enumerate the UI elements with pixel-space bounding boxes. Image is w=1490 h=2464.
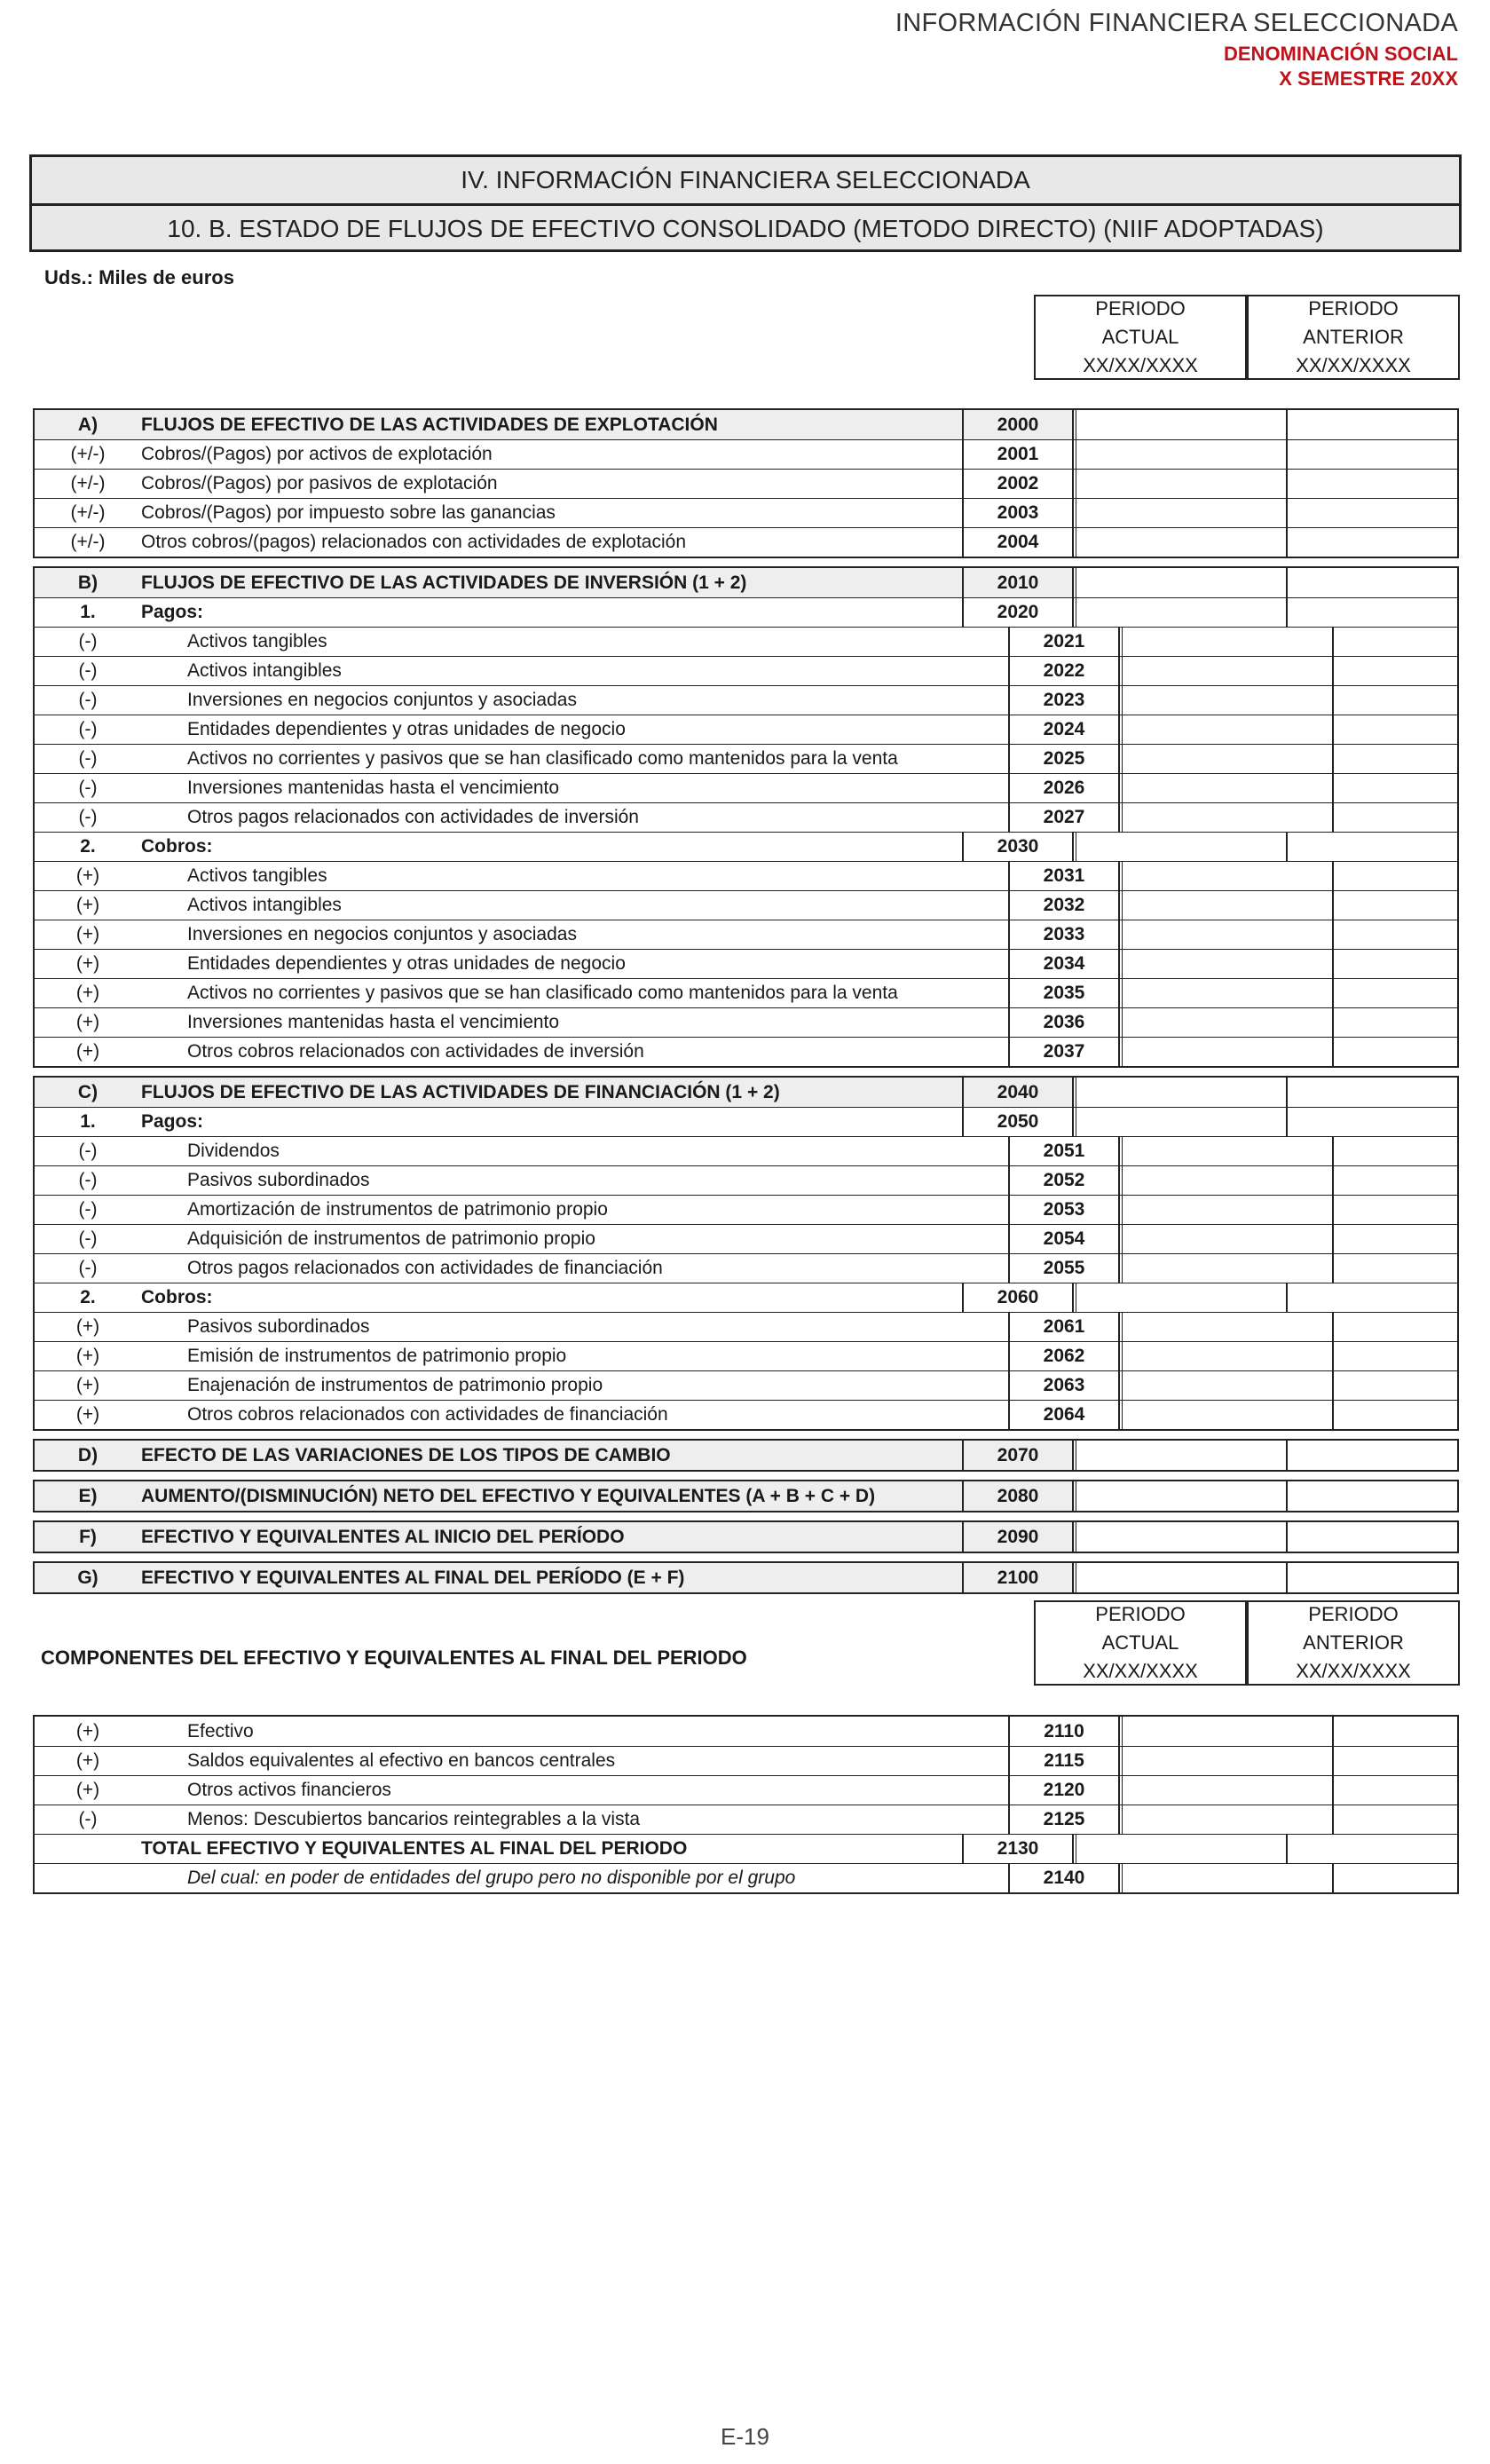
row-description: Otros cobros relacionados con actividades de inversión <box>187 1041 644 1062</box>
value-previous-cell[interactable] <box>1288 1078 1457 1107</box>
table-row <box>35 1165 1457 1195</box>
value-current-cell[interactable] <box>1122 1038 1334 1066</box>
row-code: 2002 <box>962 470 1074 498</box>
row-sign: (+) <box>75 895 100 915</box>
value-current-cell[interactable] <box>1076 1835 1288 1863</box>
row-description: Enajenación de instrumentos de patrimonio propio <box>187 1375 603 1395</box>
row-code: 2110 <box>1008 1717 1120 1746</box>
value-current-cell[interactable] <box>1076 1481 1288 1511</box>
row-sign: (+) <box>75 1404 100 1425</box>
table-row <box>35 861 1457 890</box>
row-sign: (-) <box>78 748 98 769</box>
row-description: Pasivos subordinados <box>187 1316 370 1337</box>
row-code: 2063 <box>1008 1371 1120 1400</box>
row-code: 2080 <box>962 1481 1074 1511</box>
value-previous-cell[interactable] <box>1334 1038 1457 1066</box>
row-sign: (-) <box>78 1141 98 1161</box>
table-row <box>35 1441 1457 1470</box>
table-row <box>35 527 1457 557</box>
value-current-cell[interactable] <box>1122 1342 1334 1370</box>
row-code: 2055 <box>1008 1254 1120 1283</box>
table-row <box>35 1805 1457 1834</box>
value-previous-cell[interactable] <box>1288 1563 1457 1592</box>
row-code: 2053 <box>1008 1196 1120 1224</box>
row-sign: 1. <box>80 1111 96 1132</box>
value-current-cell[interactable] <box>1122 1371 1334 1400</box>
row-sign: (-) <box>78 690 98 710</box>
value-current-cell[interactable] <box>1122 920 1334 949</box>
row-code: 2070 <box>962 1441 1074 1470</box>
row-code: 2020 <box>962 598 1074 627</box>
row-description: Inversiones mantenidas hasta el vencimiento <box>187 778 560 798</box>
row-code: 2036 <box>1008 1008 1120 1037</box>
row-sign: (-) <box>78 1258 98 1278</box>
row-description: Activos no corrientes y pasivos que se han clasificado como mantenidos para la venta <box>187 983 898 1003</box>
row-code: 2026 <box>1008 774 1120 802</box>
table-row <box>35 1834 1457 1863</box>
row-code: 2100 <box>962 1563 1074 1592</box>
row-sign <box>35 1835 141 1863</box>
table-group <box>33 1480 1459 1512</box>
col-head-current-line: PERIODO <box>1095 1603 1186 1625</box>
row-code: 2115 <box>1008 1747 1120 1775</box>
header-semester: X SEMESTRE 20XX <box>1279 67 1458 90</box>
row-code: 2031 <box>1008 862 1120 890</box>
value-previous-cell[interactable] <box>1334 950 1457 978</box>
table-row <box>35 568 1457 597</box>
col-head-previous-line: XX/XX/XXXX <box>1296 1660 1411 1682</box>
value-current-cell[interactable] <box>1122 979 1334 1007</box>
components-title: COMPONENTES DEL EFECTIVO Y EQUIVALENTES AL FINAL DEL PERIODO <box>41 1647 747 1669</box>
value-previous-cell[interactable] <box>1334 1137 1457 1165</box>
row-code: 2034 <box>1008 950 1120 978</box>
row-description: Amortización de instrumentos de patrimonio propio <box>187 1199 608 1220</box>
row-sign: (+) <box>75 1750 100 1771</box>
value-current-cell[interactable] <box>1122 950 1334 978</box>
value-previous-cell[interactable] <box>1334 1401 1457 1429</box>
table-row <box>35 597 1457 627</box>
value-current-cell[interactable] <box>1076 470 1288 498</box>
value-previous-cell[interactable] <box>1288 470 1457 498</box>
value-current-cell[interactable] <box>1122 1401 1334 1429</box>
row-description: Inversiones en negocios conjuntos y asociadas <box>187 690 577 710</box>
col-head-current-line: XX/XX/XXXX <box>1083 1660 1198 1682</box>
table-row <box>35 498 1457 527</box>
table-row <box>35 1563 1457 1592</box>
value-current-cell[interactable] <box>1122 745 1334 773</box>
row-description: Activos intangibles <box>187 660 342 681</box>
table-row <box>35 685 1457 715</box>
row-code: 2062 <box>1008 1342 1120 1370</box>
row-description: FLUJOS DE EFECTIVO DE LAS ACTIVIDADES DE FINANCIACIÓN (1 + 2) <box>141 1081 780 1102</box>
row-sign: (+) <box>75 865 100 886</box>
row-sign: F) <box>79 1526 97 1547</box>
row-description: Dividendos <box>187 1141 280 1161</box>
row-sign: (+) <box>75 983 100 1003</box>
value-current-cell[interactable] <box>1076 1283 1288 1312</box>
row-code: 2003 <box>962 499 1074 527</box>
value-current-cell[interactable] <box>1122 1776 1334 1805</box>
row-description: Entidades dependientes y otras unidades de negocio <box>187 719 626 739</box>
col-head-current-2 <box>1034 1600 1247 1686</box>
table-row <box>35 715 1457 744</box>
value-previous-cell[interactable] <box>1288 568 1457 597</box>
row-code: 2125 <box>1008 1805 1120 1834</box>
value-previous-cell[interactable] <box>1288 833 1457 861</box>
value-current-cell[interactable] <box>1122 1196 1334 1224</box>
row-code: 2010 <box>962 568 1074 597</box>
row-code: 2051 <box>1008 1137 1120 1165</box>
table-row <box>35 439 1457 469</box>
table-row <box>35 1481 1457 1511</box>
value-previous-cell[interactable] <box>1288 440 1457 469</box>
row-description: EFECTIVO Y EQUIVALENTES AL FINAL DEL PERÍODO (E + F) <box>141 1567 685 1588</box>
row-description: Pasivos subordinados <box>187 1170 370 1190</box>
col-head-current-line: XX/XX/XXXX <box>1083 354 1198 376</box>
value-previous-cell[interactable] <box>1334 715 1457 744</box>
table-row <box>35 1078 1457 1107</box>
value-current-cell[interactable] <box>1076 568 1288 597</box>
row-description: Activos tangibles <box>187 631 327 652</box>
row-sign: D) <box>77 1444 99 1465</box>
value-current-cell[interactable] <box>1122 891 1334 920</box>
value-previous-cell[interactable] <box>1334 891 1457 920</box>
value-previous-cell[interactable] <box>1288 1835 1457 1863</box>
row-description: Otros activos financieros <box>187 1780 391 1800</box>
row-sign: B) <box>77 572 99 593</box>
row-sign: (+) <box>75 1316 100 1337</box>
row-sign: (+/-) <box>70 473 106 494</box>
row-code: 2023 <box>1008 686 1120 715</box>
value-current-cell[interactable] <box>1076 1108 1288 1136</box>
row-sign: (-) <box>78 1228 98 1249</box>
table-row <box>35 1746 1457 1775</box>
col-head-current-line: ACTUAL <box>1101 326 1179 348</box>
row-description: Cobros: <box>141 1287 213 1307</box>
col-head-previous-line: ANTERIOR <box>1303 326 1404 348</box>
row-code: 2032 <box>1008 891 1120 920</box>
row-description: Pagos: <box>141 602 204 622</box>
value-previous-cell[interactable] <box>1334 1166 1457 1195</box>
row-sign: (-) <box>78 660 98 681</box>
table-row <box>35 773 1457 802</box>
value-previous-cell[interactable] <box>1288 528 1457 557</box>
row-sign: (+) <box>75 1720 100 1741</box>
row-sign: E) <box>78 1485 98 1506</box>
value-previous-cell[interactable] <box>1334 1805 1457 1834</box>
row-description: EFECTIVO Y EQUIVALENTES AL INICIO DEL PERÍODO <box>141 1526 625 1547</box>
row-code: 2052 <box>1008 1166 1120 1195</box>
row-sign: (-) <box>78 1809 98 1829</box>
components-table <box>33 1715 1459 1902</box>
value-previous-cell[interactable] <box>1334 657 1457 685</box>
table-row <box>35 1224 1457 1253</box>
row-sign: (+/-) <box>70 532 106 552</box>
value-previous-cell[interactable] <box>1288 1522 1457 1552</box>
table-group <box>33 1520 1459 1553</box>
row-description: Otros pagos relacionados con actividades de inversión <box>187 807 639 827</box>
row-code: 2061 <box>1008 1313 1120 1341</box>
table-group <box>33 408 1459 558</box>
value-current-cell[interactable] <box>1122 862 1334 890</box>
col-head-previous-line: PERIODO <box>1308 297 1399 320</box>
table-group <box>33 1715 1459 1894</box>
row-code: 2050 <box>962 1108 1074 1136</box>
row-code: 2140 <box>1008 1864 1120 1892</box>
row-sign: (-) <box>78 1170 98 1190</box>
row-description: Cobros: <box>141 836 213 857</box>
value-previous-cell[interactable] <box>1334 774 1457 802</box>
value-previous-cell[interactable] <box>1334 1776 1457 1805</box>
table-row <box>35 1341 1457 1370</box>
table-row <box>35 1283 1457 1312</box>
row-description: Emisión de instrumentos de patrimonio propio <box>187 1346 567 1366</box>
row-sign: (+) <box>75 924 100 944</box>
header-title: INFORMACIÓN FINANCIERA SELECCIONADA <box>895 9 1458 37</box>
value-previous-cell[interactable] <box>1334 745 1457 773</box>
value-previous-cell[interactable] <box>1334 1342 1457 1370</box>
row-sign: (+) <box>75 1375 100 1395</box>
table-row <box>35 802 1457 832</box>
title-box <box>29 154 1462 252</box>
value-previous-cell[interactable] <box>1288 1108 1457 1136</box>
value-previous-cell[interactable] <box>1288 598 1457 627</box>
row-sign: (-) <box>78 1199 98 1220</box>
col-head-previous-line: XX/XX/XXXX <box>1296 354 1411 376</box>
row-description: TOTAL EFECTIVO Y EQUIVALENTES AL FINAL DEL PERIODO <box>141 1838 688 1859</box>
value-current-cell[interactable] <box>1076 528 1288 557</box>
table-row <box>35 1717 1457 1746</box>
value-current-cell[interactable] <box>1122 1225 1334 1253</box>
row-description: Inversiones mantenidas hasta el vencimiento <box>187 1012 560 1032</box>
table-group <box>33 1439 1459 1472</box>
row-sign <box>35 1864 141 1892</box>
value-current-cell[interactable] <box>1122 1137 1334 1165</box>
row-code: 2027 <box>1008 803 1120 832</box>
value-previous-cell[interactable] <box>1334 1225 1457 1253</box>
row-description: EFECTO DE LAS VARIACIONES DE LOS TIPOS DE CAMBIO <box>141 1444 671 1465</box>
value-current-cell[interactable] <box>1076 1522 1288 1552</box>
value-current-cell[interactable] <box>1122 657 1334 685</box>
table-group <box>33 1076 1459 1431</box>
row-code: 2054 <box>1008 1225 1120 1253</box>
row-code: 2035 <box>1008 979 1120 1007</box>
row-sign: 2. <box>80 1287 96 1307</box>
value-current-cell[interactable] <box>1076 440 1288 469</box>
value-current-cell[interactable] <box>1122 686 1334 715</box>
row-sign: (+) <box>75 1346 100 1366</box>
table-row <box>35 949 1457 978</box>
row-sign: (-) <box>78 631 98 652</box>
row-description: FLUJOS DE EFECTIVO DE LAS ACTIVIDADES DE EXPLOTACIÓN <box>141 414 718 435</box>
value-previous-cell[interactable] <box>1334 862 1457 890</box>
row-sign: 2. <box>80 836 96 857</box>
value-current-cell[interactable] <box>1076 833 1288 861</box>
table-row <box>35 656 1457 685</box>
header-company: DENOMINACIÓN SOCIAL <box>1224 43 1458 65</box>
row-description: Adquisición de instrumentos de patrimonio propio <box>187 1228 595 1249</box>
row-description: Cobros/(Pagos) por impuesto sobre las ganancias <box>141 502 556 523</box>
row-description: Otros cobros/(pagos) relacionados con actividades de explotación <box>141 532 687 552</box>
table-row <box>35 978 1457 1007</box>
value-previous-cell[interactable] <box>1288 499 1457 527</box>
value-previous-cell[interactable] <box>1334 628 1457 656</box>
row-code: 2064 <box>1008 1401 1120 1429</box>
col-head-previous-line: ANTERIOR <box>1303 1631 1404 1654</box>
cash-flow-table <box>33 408 1459 1602</box>
table-row <box>35 627 1457 656</box>
row-code: 2033 <box>1008 920 1120 949</box>
table-row <box>35 832 1457 861</box>
row-code: 2040 <box>962 1078 1074 1107</box>
row-code: 2090 <box>962 1522 1074 1552</box>
value-previous-cell[interactable] <box>1334 1008 1457 1037</box>
row-description: Activos tangibles <box>187 865 327 886</box>
value-current-cell[interactable] <box>1122 715 1334 744</box>
col-head-current-line: ACTUAL <box>1101 1631 1179 1654</box>
row-code: 2060 <box>962 1283 1074 1312</box>
value-current-cell[interactable] <box>1076 1078 1288 1107</box>
value-current-cell[interactable] <box>1122 1747 1334 1775</box>
value-previous-cell[interactable] <box>1334 803 1457 832</box>
value-current-cell[interactable] <box>1122 803 1334 832</box>
value-previous-cell[interactable] <box>1288 410 1457 439</box>
row-sign: A) <box>77 414 99 435</box>
row-sign: (+) <box>75 1041 100 1062</box>
table-row <box>35 920 1457 949</box>
value-current-cell[interactable] <box>1076 1441 1288 1470</box>
row-code: 2037 <box>1008 1038 1120 1066</box>
row-description: Saldos equivalentes al efectivo en bancos centrales <box>187 1750 616 1771</box>
row-description: Otros cobros relacionados con actividades de financiación <box>187 1404 668 1425</box>
value-current-cell[interactable] <box>1122 1166 1334 1195</box>
section-title: IV. INFORMACIÓN FINANCIERA SELECCIONADA <box>32 157 1459 206</box>
table-row <box>35 1107 1457 1136</box>
value-previous-cell[interactable] <box>1334 920 1457 949</box>
col-head-previous <box>1247 295 1460 380</box>
row-sign: (+) <box>75 1780 100 1800</box>
row-sign: (-) <box>78 778 98 798</box>
row-description: Menos: Descubiertos bancarios reintegrables a la vista <box>187 1809 641 1829</box>
row-sign: (+/-) <box>70 444 106 464</box>
row-sign: (+/-) <box>70 502 106 523</box>
row-sign: (-) <box>78 719 98 739</box>
row-description: Inversiones en negocios conjuntos y asociadas <box>187 924 577 944</box>
value-current-cell[interactable] <box>1076 499 1288 527</box>
value-previous-cell[interactable] <box>1334 686 1457 715</box>
table-row <box>35 1195 1457 1224</box>
value-current-cell[interactable] <box>1122 1254 1334 1283</box>
table-row <box>35 1775 1457 1805</box>
value-previous-cell[interactable] <box>1334 1254 1457 1283</box>
value-previous-cell[interactable] <box>1288 1481 1457 1511</box>
units-label: Uds.: Miles de euros <box>44 266 234 288</box>
table-row <box>35 410 1457 439</box>
value-current-cell[interactable] <box>1122 1717 1334 1746</box>
table-row <box>35 1522 1457 1552</box>
row-description: Pagos: <box>141 1111 204 1132</box>
table-row <box>35 1863 1457 1892</box>
row-description: FLUJOS DE EFECTIVO DE LAS ACTIVIDADES DE INVERSIÓN (1 + 2) <box>141 572 747 593</box>
table-row <box>35 890 1457 920</box>
page-number: E-19 <box>721 2423 769 2450</box>
table-row <box>35 1136 1457 1165</box>
row-code: 2024 <box>1008 715 1120 744</box>
table-row <box>35 1007 1457 1037</box>
row-code: 2004 <box>962 528 1074 557</box>
value-current-cell[interactable] <box>1076 1563 1288 1592</box>
value-current-cell[interactable] <box>1122 1313 1334 1341</box>
value-previous-cell[interactable] <box>1334 1313 1457 1341</box>
col-head-current <box>1034 295 1247 380</box>
row-description: AUMENTO/(DISMINUCIÓN) NETO DEL EFECTIVO Y EQUIVALENTES (A + B + C + D) <box>141 1485 876 1506</box>
row-description: Del cual: en poder de entidades del grupo pero no disponible por el grupo <box>187 1868 796 1888</box>
row-code: 2130 <box>962 1835 1074 1863</box>
row-code: 2022 <box>1008 657 1120 685</box>
row-code: 2000 <box>962 410 1074 439</box>
row-sign: C) <box>77 1081 99 1102</box>
table-row <box>35 1037 1457 1066</box>
row-description: Activos no corrientes y pasivos que se han clasificado como mantenidos para la venta <box>187 748 898 769</box>
value-current-cell[interactable] <box>1122 1008 1334 1037</box>
statement-title: 10. B. ESTADO DE FLUJOS DE EFECTIVO CONSOLIDADO (METODO DIRECTO) (NIIF ADOPTADAS) <box>167 215 1324 242</box>
row-description: Efectivo <box>187 1720 254 1741</box>
table-row <box>35 1400 1457 1429</box>
row-sign: (+) <box>75 1012 100 1032</box>
value-current-cell[interactable] <box>1076 410 1288 439</box>
value-previous-cell[interactable] <box>1334 1717 1457 1746</box>
table-group <box>33 1561 1459 1594</box>
row-description: Otros pagos relacionados con actividades de financiación <box>187 1258 663 1278</box>
value-current-cell[interactable] <box>1076 598 1288 627</box>
value-current-cell[interactable] <box>1122 1864 1334 1892</box>
col-head-current-line: PERIODO <box>1095 297 1186 320</box>
value-previous-cell[interactable] <box>1334 1371 1457 1400</box>
value-previous-cell[interactable] <box>1334 979 1457 1007</box>
row-description: Entidades dependientes y otras unidades de negocio <box>187 953 626 974</box>
row-code: 2025 <box>1008 745 1120 773</box>
value-previous-cell[interactable] <box>1334 1196 1457 1224</box>
value-previous-cell[interactable] <box>1334 1747 1457 1775</box>
value-previous-cell[interactable] <box>1288 1441 1457 1470</box>
value-current-cell[interactable] <box>1122 1805 1334 1834</box>
value-previous-cell[interactable] <box>1334 1864 1457 1892</box>
row-sign: 1. <box>80 602 96 622</box>
value-previous-cell[interactable] <box>1288 1283 1457 1312</box>
col-head-previous-2 <box>1247 1600 1460 1686</box>
row-description: Cobros/(Pagos) por activos de explotación <box>141 444 493 464</box>
row-description: Activos intangibles <box>187 895 342 915</box>
value-current-cell[interactable] <box>1122 774 1334 802</box>
table-row <box>35 469 1457 498</box>
table-row <box>35 1253 1457 1283</box>
row-description: Cobros/(Pagos) por pasivos de explotación <box>141 473 498 494</box>
table-row <box>35 744 1457 773</box>
row-sign: (+) <box>75 953 100 974</box>
value-current-cell[interactable] <box>1122 628 1334 656</box>
table-row <box>35 1312 1457 1341</box>
row-code: 2120 <box>1008 1776 1120 1805</box>
col-head-previous-line: PERIODO <box>1308 1603 1399 1625</box>
table-row <box>35 1370 1457 1400</box>
row-code: 2001 <box>962 440 1074 469</box>
row-sign: (-) <box>78 807 98 827</box>
row-code: 2030 <box>962 833 1074 861</box>
row-code: 2021 <box>1008 628 1120 656</box>
table-group <box>33 566 1459 1068</box>
row-sign: G) <box>77 1567 99 1588</box>
